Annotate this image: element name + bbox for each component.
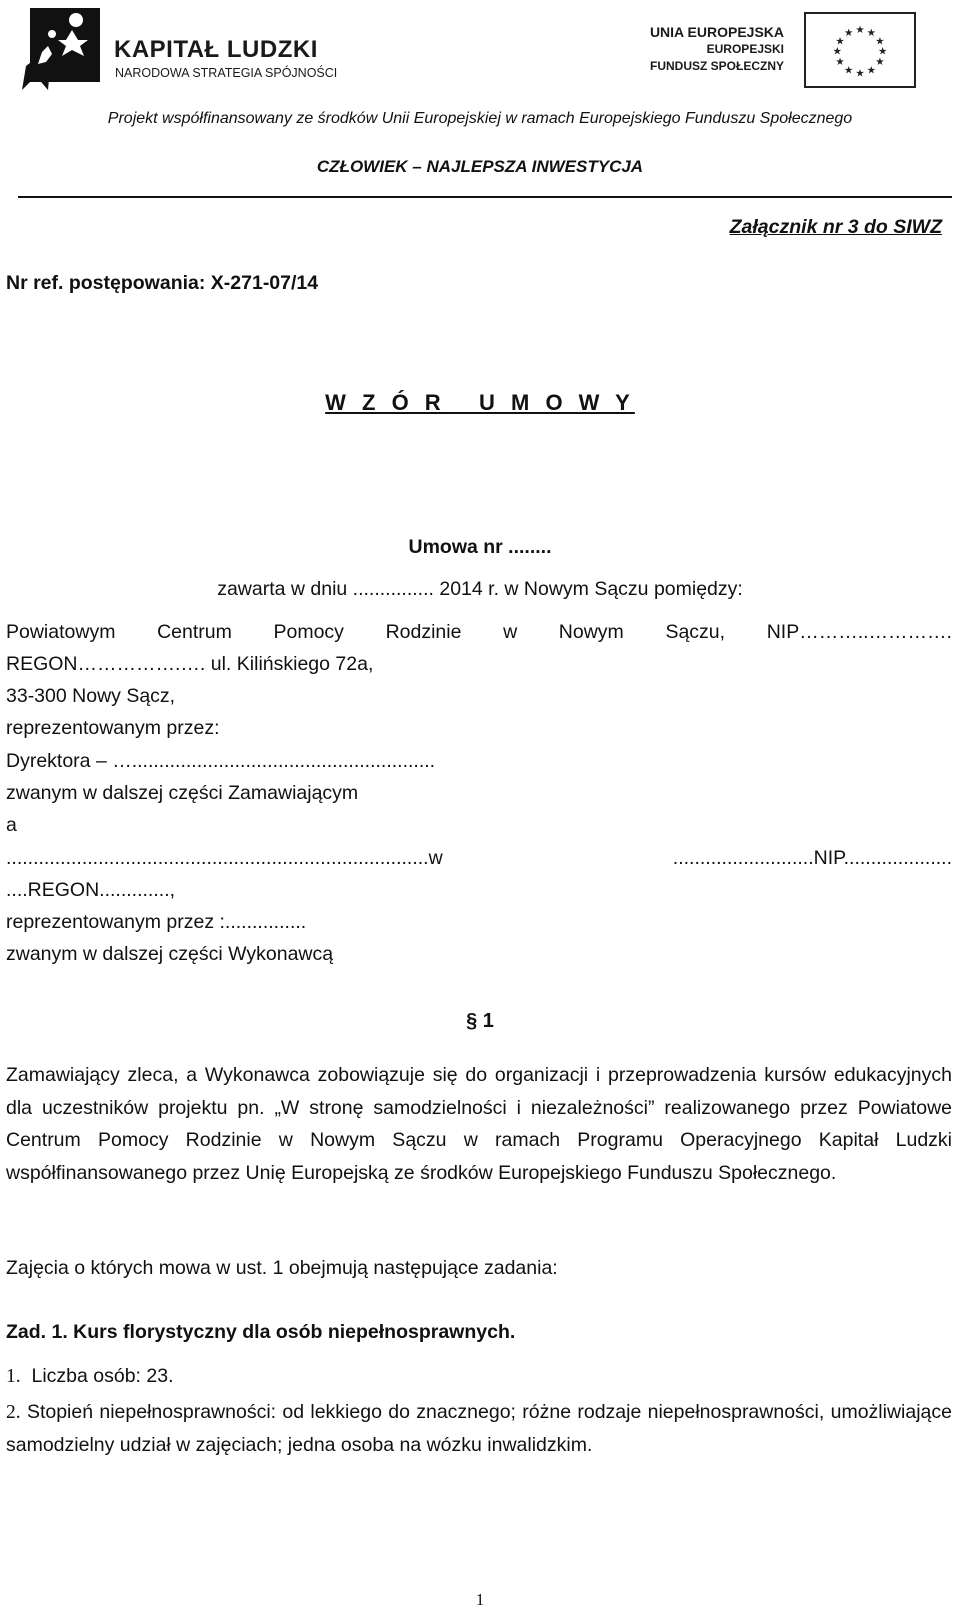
party1-word: NIP………..…………. xyxy=(766,621,952,643)
party1-line4: reprezentowanym przez: xyxy=(6,717,220,739)
party1-line5: Dyrektora – …........................................................ xyxy=(6,750,436,772)
party2-line2: ....REGON............., xyxy=(6,879,176,901)
party1-line3: 33-300 Nowy Sącz, xyxy=(6,685,176,707)
svg-text:★: ★ xyxy=(843,26,854,39)
svg-text:★: ★ xyxy=(835,56,845,69)
annex-label: Załącznik nr 3 do SIWZ xyxy=(729,216,942,238)
party1-word: Nowym xyxy=(558,621,624,643)
slogan: CZŁOWIEK – NAJLEPSZA INWESTYCJA xyxy=(316,157,644,176)
party2-line3: reprezentowanym przez :............... xyxy=(6,911,307,933)
list-item-number: 1. xyxy=(6,1366,21,1387)
conjunction-and: a xyxy=(6,814,17,836)
svg-text:★: ★ xyxy=(866,64,877,77)
list-item xyxy=(6,1365,173,1388)
svg-text:★: ★ xyxy=(855,67,865,80)
svg-text:★: ★ xyxy=(875,35,885,48)
party1-word: w xyxy=(503,621,518,643)
list-item xyxy=(6,1396,952,1461)
eu-logo xyxy=(634,12,916,92)
logo-title: KAPITAŁ LUDZKI xyxy=(114,36,318,63)
svg-text:★: ★ xyxy=(875,56,885,69)
svg-text:★: ★ xyxy=(866,26,877,39)
page-number: 1 xyxy=(475,1590,485,1609)
reference-number: Nr ref. postępowania: X-271-07/14 xyxy=(6,272,319,294)
party1-line6: zwanym w dalszej części Zamawiającym xyxy=(6,782,359,804)
logo-subtitle: NARODOWA STRATEGIA SPÓJNOŚCI xyxy=(115,66,338,80)
party1-word: Powiatowym xyxy=(6,621,116,643)
svg-text:★: ★ xyxy=(855,23,865,36)
list-item-text: Stopień niepełnosprawności: od lekkiego do znacznego; różne rodzaje niepełnosprawności, umożliwiające samodzielny udział w zajęciach; jedna osoba na wózku inwalidzkim. xyxy=(6,1401,952,1456)
kapital-ludzki-logo-icon xyxy=(22,6,108,90)
list-item-text: Liczba osób: 23. xyxy=(31,1365,174,1387)
party2-line4: zwanym w dalszej części Wykonawcą xyxy=(6,943,334,965)
svg-text:★: ★ xyxy=(832,45,842,58)
kapital-ludzki-logo xyxy=(22,6,342,90)
eu-flag-icon xyxy=(804,12,916,88)
eu-logo-text xyxy=(650,24,784,75)
list-item-number: 2. xyxy=(6,1402,21,1423)
svg-text:★: ★ xyxy=(878,45,888,58)
paragraph-1: Zamawiający zleca, a Wykonawca zobowiązuje się do organizacji i przeprowadzenia kursów edukacyjnych dla uczestników projektu pn. „W stronę samodzielności i niezależności” realizowanego przez Powiatowe Centrum Pomocy Rodzinie w Nowym Sączu w ramach Programu Operacyjnego Kapitał Ludzki współfinansowanego przez Unię Europejską ze środków Europejskiego Funduszu Społecznego. xyxy=(6,1064,952,1184)
paragraph-2: Zajęcia o których mowa w ust. 1 obejmują następujące zadania: xyxy=(6,1257,558,1279)
eu-logo-line2: EUROPEJSKI xyxy=(706,42,784,56)
party1-line1 xyxy=(6,621,952,644)
party2-line1 xyxy=(6,847,952,870)
task-heading: Zad. 1. Kurs florystyczny dla osób niepełnosprawnych. xyxy=(6,1321,516,1343)
party1-line2: REGON…………….…. ul. Kilińskiego 72a, xyxy=(6,653,374,675)
document-title: W Z Ó R U M O W Y xyxy=(325,390,635,415)
header-divider xyxy=(18,196,952,198)
eu-logo-line1: UNIA EUROPEJSKA xyxy=(649,24,784,40)
contract-number: Umowa nr ........ xyxy=(408,536,552,558)
svg-text:★: ★ xyxy=(835,35,845,48)
party1-word: Centrum xyxy=(157,621,232,643)
party2-segment: ..........................NIP.................... xyxy=(672,847,952,869)
eu-logo-line3: FUNDUSZ SPOŁECZNY xyxy=(649,59,784,73)
project-cofinancing-note: Projekt współfinansowany ze środków Unii Europejskiej w ramach Europejskiego Funduszu Społecznego xyxy=(107,110,853,127)
svg-text:★: ★ xyxy=(843,64,854,77)
party2-segment: ..............................................................................w xyxy=(6,847,443,869)
contract-date-place: zawarta w dniu ............... 2014 r. w Nowym Sączu pomiędzy: xyxy=(217,578,743,600)
party1-word: Sączu, xyxy=(665,621,726,643)
party1-word: Pomocy xyxy=(273,621,344,643)
party1-word: Rodzinie xyxy=(385,621,462,643)
section-heading: § 1 xyxy=(466,1010,494,1032)
